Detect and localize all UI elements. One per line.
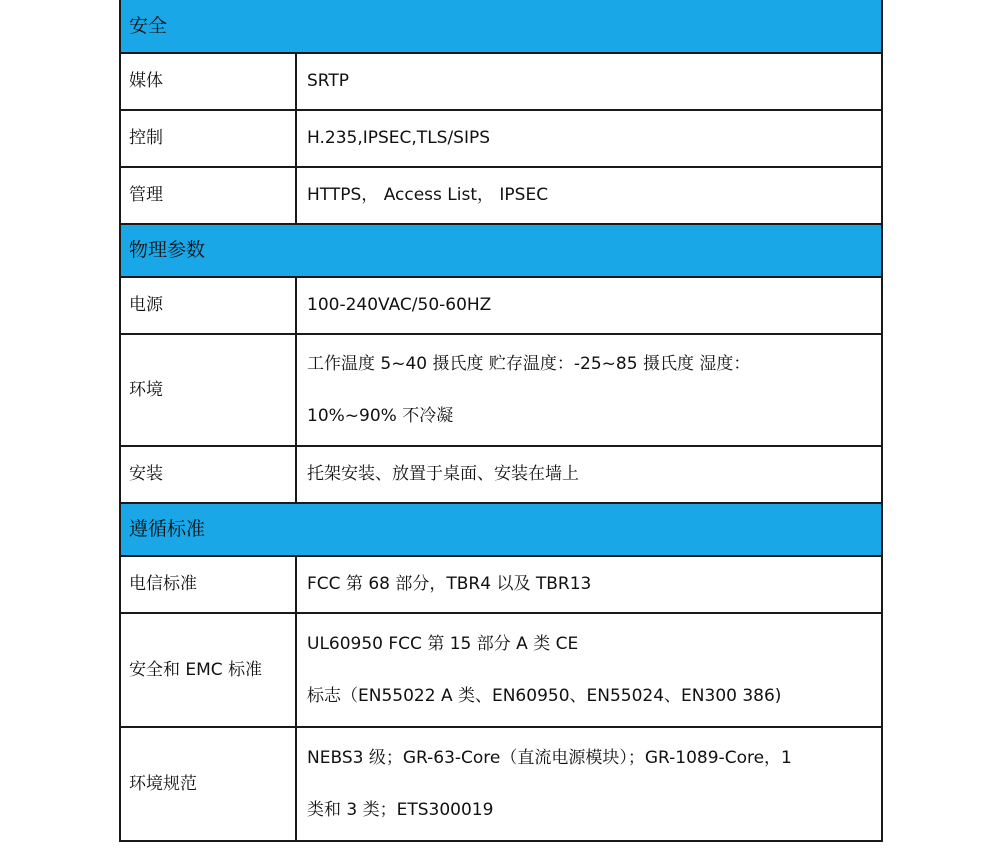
section-title: 物理参数 bbox=[120, 224, 882, 277]
row-value-line: 10%~90% 不冷凝 bbox=[307, 406, 454, 426]
row-value: HTTPS， Access List， IPSEC bbox=[296, 167, 882, 224]
table-row bbox=[120, 613, 882, 727]
table-row bbox=[120, 334, 882, 446]
section-header-physical bbox=[120, 224, 882, 277]
row-value: H.235,IPSEC,TLS/SIPS bbox=[296, 110, 882, 167]
row-value-line: NEBS3 级；GR-63-Core（直流电源模块）；GR-1089-Core，1 bbox=[307, 747, 792, 768]
table-row bbox=[120, 727, 882, 841]
table-row bbox=[120, 446, 882, 503]
table-row bbox=[120, 556, 882, 613]
row-value: 托架安装、放置于桌面、安装在墙上 bbox=[296, 446, 882, 503]
row-value-line: 工作温度 5~40 摄氏度 贮存温度：-25~85 摄氏度 湿度： bbox=[307, 353, 751, 374]
row-label: 安装 bbox=[120, 446, 296, 503]
section-header-standards bbox=[120, 503, 882, 556]
row-label: 电信标准 bbox=[120, 556, 296, 613]
row-label: 控制 bbox=[120, 110, 296, 167]
row-value bbox=[296, 727, 882, 841]
row-label: 媒体 bbox=[120, 53, 296, 110]
row-value-line: UL60950 FCC 第 15 部分 A 类 CE bbox=[307, 633, 579, 654]
section-title: 安全 bbox=[120, 0, 882, 53]
section-title: 遵循标准 bbox=[120, 503, 882, 556]
spec-table bbox=[119, 0, 883, 842]
row-value: FCC 第 68 部分，TBR4 以及 TBR13 bbox=[296, 556, 882, 613]
table-row bbox=[120, 277, 882, 334]
row-value: 100-240VAC/50-60HZ bbox=[296, 277, 882, 334]
table-row bbox=[120, 167, 882, 224]
row-value bbox=[296, 334, 882, 446]
row-label: 环境 bbox=[120, 334, 296, 446]
row-value bbox=[296, 613, 882, 727]
row-label: 管理 bbox=[120, 167, 296, 224]
row-value: SRTP bbox=[296, 53, 882, 110]
row-value-line: 类和 3 类；ETS300019 bbox=[307, 800, 494, 820]
row-label: 电源 bbox=[120, 277, 296, 334]
table-row bbox=[120, 110, 882, 167]
table-row bbox=[120, 53, 882, 110]
row-label: 安全和 EMC 标准 bbox=[120, 613, 296, 727]
row-label: 环境规范 bbox=[120, 727, 296, 841]
section-header-security bbox=[120, 0, 882, 53]
row-value-line: 标志（EN55022 A 类、EN60950、EN55024、EN300 386) bbox=[307, 686, 782, 706]
